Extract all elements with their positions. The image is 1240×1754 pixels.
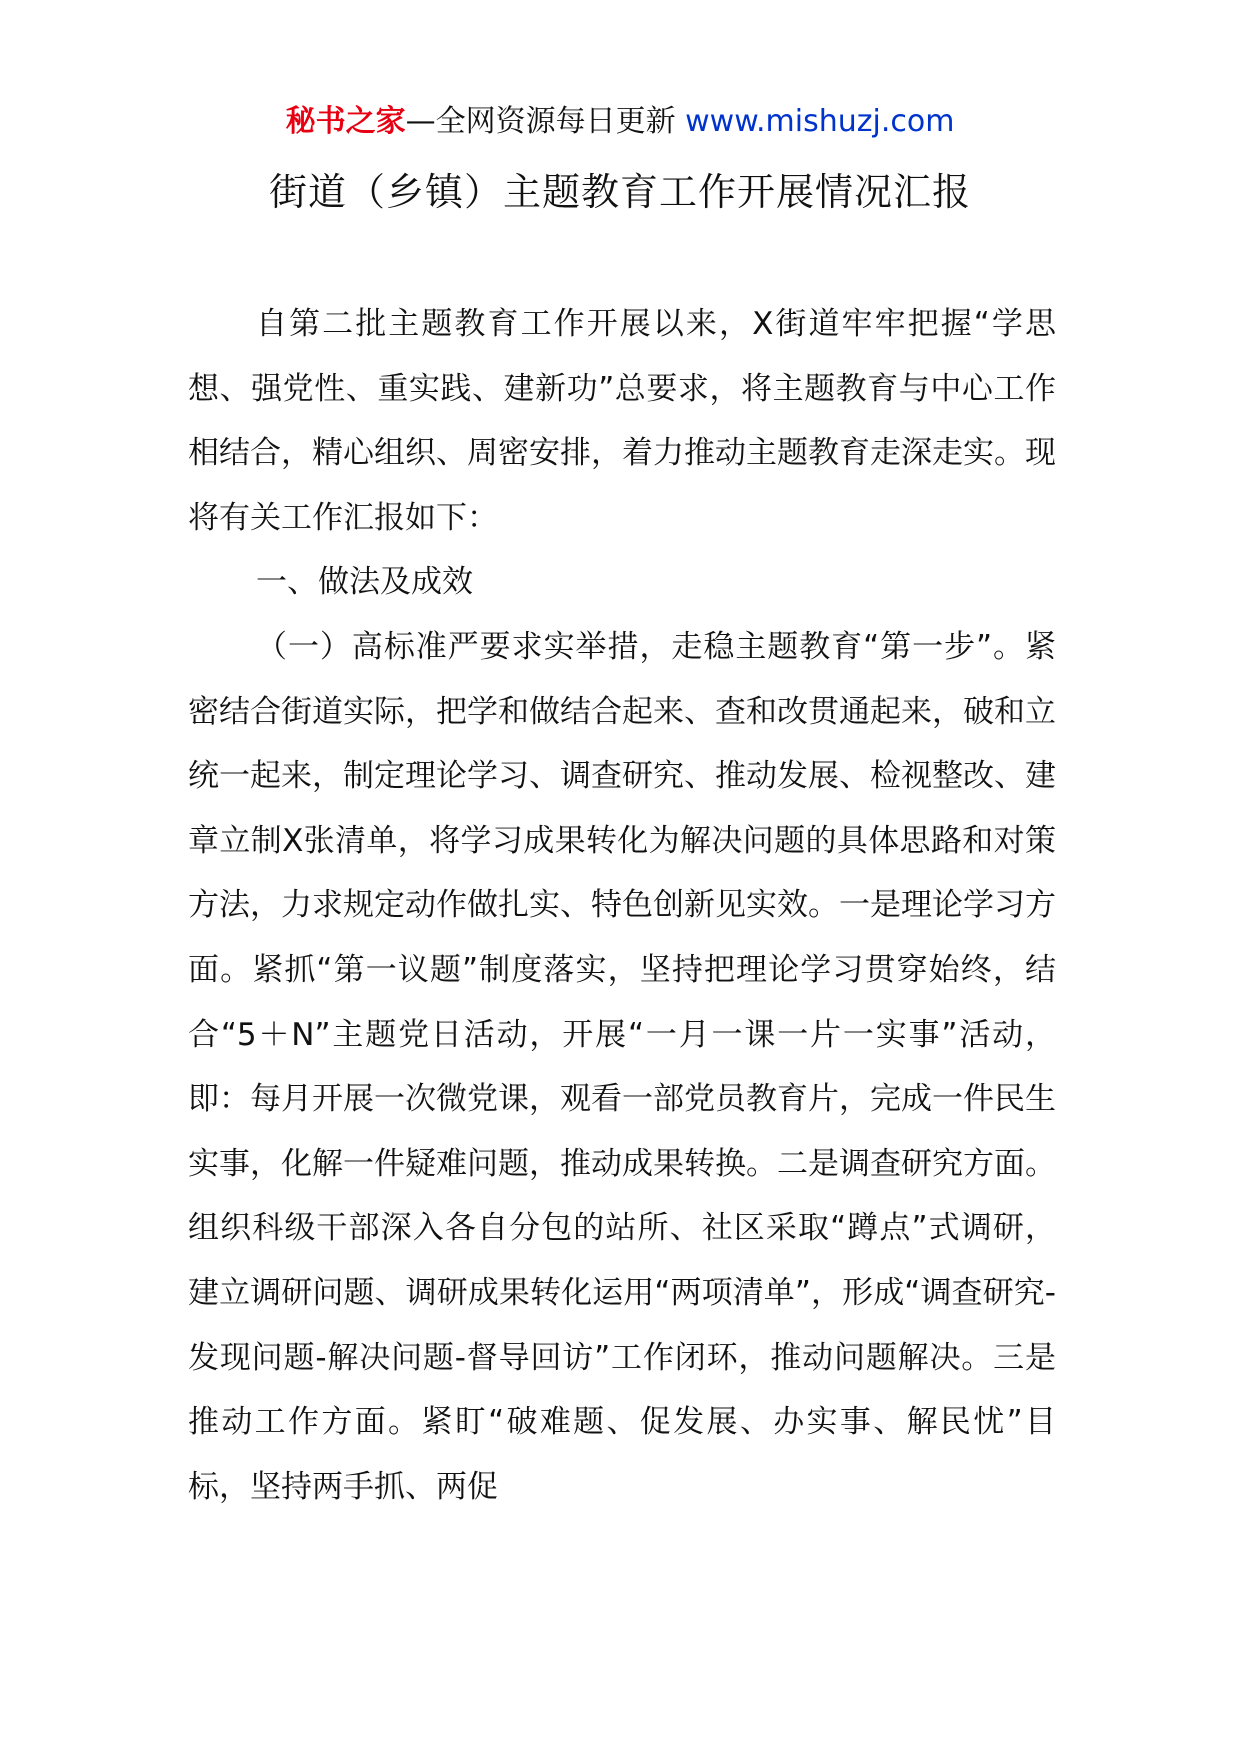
section-heading: 一、做法及成效 [256,564,473,601]
document-body [188,292,1056,1519]
subsection-paragraph: （一）高标准严要求实举措，走稳主题教育“第一步”。紧密结合街道实际，把学和做结合起来、查和改贯通起来，破和立统一起来，制定理论学习、调查研究、推动发展、检视整改、建章立制X张清单，将学习成果转化为解决问题的具体思路和对策方法，力求规定动作做扎实、特色创新见实效。一是理论学习方面。紧抓“第一议题”制度落实，坚持把理论学习贯穿始终，结合“5＋N”主题党日活动，开展“一月一课一片一实事”活动，即：每月开展一次微党课，观看一部党员教育片，完成一件民生实事，化解一件疑难问题，推动成果转换。二是调查研究方面。组织科级干部深入各自分包的站所、社区采取“蹲点”式调研，建立调研问题、调研成果转化运用“两项清单”，形成“调查研究-发现问题-解决问题-督导回访”工作闭环，推动问题解决。三是推动工作方面。紧盯“破难题、促发展、办实事、解民忧”目标，坚持两手抓、两促 [188,628,1056,1505]
intro-paragraph: 自第二批主题教育工作开展以来，X街道牢牢把握“学思想、强党性、重实践、建新功”总要求，将主题教育与中心工作相结合，精心组织、周密安排，着力推动主题教育走深走实。现将有关工作汇报如下： [188,306,1056,536]
document-title: 街道（乡镇）主题教育工作开展情况汇报 [268,170,971,214]
site-brand: 秘书之家 [285,104,406,139]
site-tagline: —全网资源每日更新 [405,104,676,139]
site-header [0,100,1240,144]
site-url-link[interactable]: www.mishuzj.com [685,104,955,139]
